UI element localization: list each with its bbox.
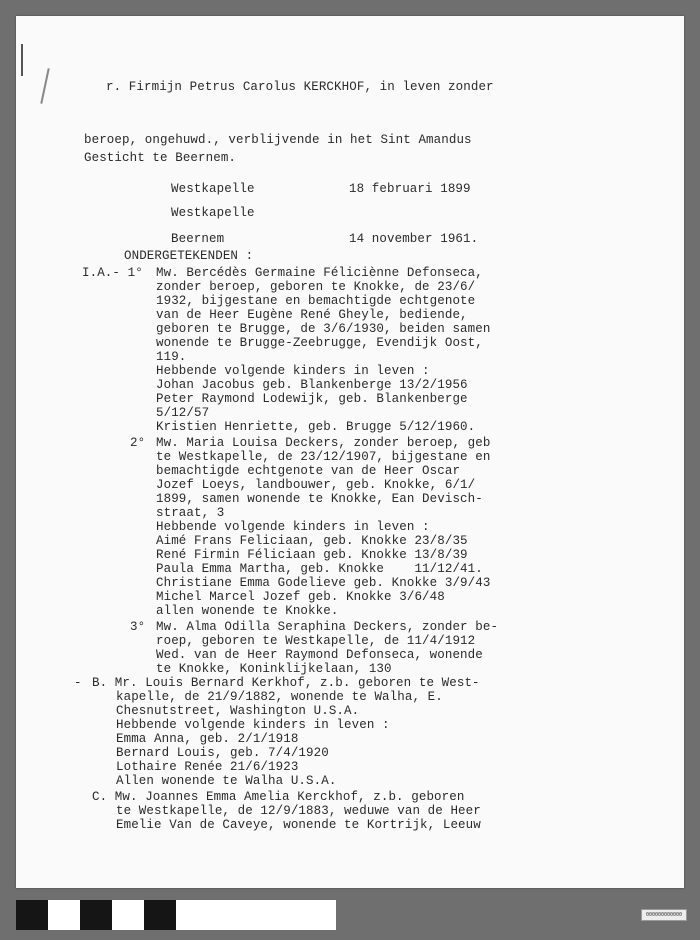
text-line: Jozef Loeys, landbouwer, geb. Knokke, 6/1/ (156, 478, 476, 492)
text-line: Kristien Henriette, geb. Brugge 5/12/1960. (156, 420, 476, 434)
text-line: Mw. Bercédès Germaine Féliciènne Defonseca, (156, 266, 483, 280)
text-line: Emelie Van de Caveye, wonende te Kortrijk, Leeuw (116, 818, 481, 832)
text-line: roep, geboren te Westkapelle, de 11/4/1912 (156, 634, 476, 648)
text-line: Hebbende volgende kinders in leven : (156, 364, 430, 378)
strip-block (48, 900, 80, 930)
birth-place: Westkapelle (171, 182, 255, 196)
text-line: allen wonende te Knokke. (156, 604, 339, 618)
item-number: 2° (130, 436, 146, 450)
text-line: Hebbende volgende kinders in leven : (156, 520, 430, 534)
text-line: Bernard Louis, geb. 7/4/1920 (116, 746, 329, 760)
birth-date: 18 februari 1899 (349, 182, 471, 196)
text-line: C. Mw. Joannes Emma Amelia Kerckhof, z.b. geboren (92, 790, 465, 804)
text-line: te Westkapelle, de 23/12/1907, bijgestane en (156, 450, 491, 464)
strip-block (80, 900, 112, 930)
strip-block (144, 900, 176, 930)
text-line: Aimé Frans Feliciaan, geb. Knokke 23/8/35 (156, 534, 468, 548)
text-line: Christiane Emma Godelieve geb. Knokke 3/9/43 (156, 576, 491, 590)
text-line: Johan Jacobus geb. Blankenberge 13/2/1956 (156, 378, 468, 392)
text-line: Mw. Maria Louisa Deckers, zonder beroep, geb (156, 436, 491, 450)
text-line: Emma Anna, geb. 2/1/1918 (116, 732, 299, 746)
text-line: geboren te Brugge, de 3/6/1930, beiden samen (156, 322, 491, 336)
strip-block (112, 900, 144, 930)
text-line: 1899, samen wonende te Knokke, Ean Devisch- (156, 492, 483, 506)
text-line: Lothaire Renée 21/6/1923 (116, 760, 299, 774)
text-line: Allen wonende te Walha U.S.A. (116, 774, 337, 788)
text-line: Hebbende volgende kinders in leven : (116, 718, 390, 732)
text-line: Paula Emma Martha, geb. Knokke 11/12/41. (156, 562, 483, 576)
text-line: zonder beroep, geboren te Knokke, de 23/6/ (156, 280, 476, 294)
text-line: Mw. Alma Odilla Seraphina Deckers, zonder be- (156, 620, 499, 634)
text-line: B. Mr. Louis Bernard Kerkhof, z.b. geboren te West- (92, 676, 480, 690)
barcode-label: 000000000000 (641, 909, 687, 921)
text-line: van de Heer Eugène René Gheyle, bediende, (156, 308, 468, 322)
text-line: 1932, bijgestane en bemachtigde echtgenote (156, 294, 476, 308)
text-line: straat, 3 (156, 506, 225, 520)
text-line: bemachtigde echtgenote van de Heer Oscar (156, 464, 461, 478)
text-line: 5/12/57 (156, 406, 210, 420)
text-line: Gesticht te Beernem. (84, 151, 237, 165)
pencil-mark (21, 44, 23, 76)
item-number: 3° (130, 620, 146, 634)
text-line: kapelle, de 21/9/1882, wonende te Walha, E. (116, 690, 443, 704)
text-line: René Firmin Féliciaan geb. Knokke 13/8/39 (156, 548, 468, 562)
text-line: beroep, ongehuwd., verblijvende in het Sint Amandus (84, 133, 472, 147)
text-line: Chesnutstreet, Washington U.S.A. (116, 704, 360, 718)
text-line: te Westkapelle, de 12/9/1883, weduwe van de Heer (116, 804, 481, 818)
text-line: 119. (156, 350, 187, 364)
residence-place: Westkapelle (171, 206, 255, 220)
death-date: 14 november 1961. (349, 232, 479, 246)
text-line: te Knokke, Koninklijkelaan, 130 (156, 662, 392, 676)
document-page (16, 16, 684, 888)
strip-block (176, 900, 336, 930)
text-line: Wed. van de Heer Raymond Defonseca, wonende (156, 648, 483, 662)
item-number: I.A.- 1° (82, 266, 143, 280)
dash-mark: - (74, 676, 82, 690)
section-heading: ONDERGETEKENDEN : (124, 249, 254, 263)
strip-block (16, 900, 48, 930)
text-line: Michel Marcel Jozef geb. Knokke 3/6/48 (156, 590, 445, 604)
header-line: r. Firmijn Petrus Carolus KERCKHOF, in leven zonder (106, 80, 494, 94)
pencil-mark (40, 68, 49, 104)
death-place: Beernem (171, 232, 225, 246)
text-line: Peter Raymond Lodewijk, geb. Blankenberge (156, 392, 468, 406)
text-line: wonende te Brugge-Zeebrugge, Evendijk Oost, (156, 336, 483, 350)
scan-calibration-strip (16, 900, 336, 930)
